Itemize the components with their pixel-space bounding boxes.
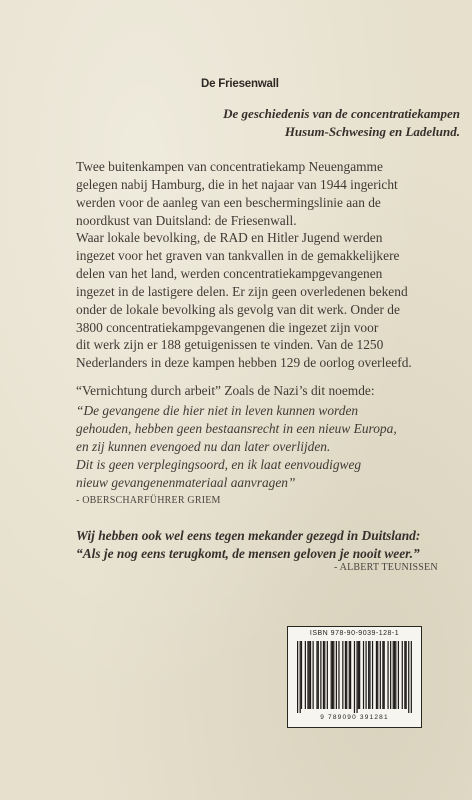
text-line: werden voor de aanleg van een beschermingslinie aan de [76, 194, 381, 210]
text-line: Twee buitenkampen van concentratiekamp Neuengamme [76, 159, 383, 174]
barcode-bar [369, 641, 370, 709]
quote-line: “De gevangene die hier niet in leven kunnen worden [76, 403, 359, 418]
barcode-bar [309, 641, 310, 709]
closing-attribution: - ALBERT TEUNISSEN [334, 562, 438, 573]
barcode-bar [398, 641, 399, 709]
barcode-bar [345, 641, 346, 709]
isbn-barcode [287, 626, 422, 728]
barcode-bar [350, 641, 351, 709]
barcode-icon [297, 641, 412, 713]
text-line: “Vernichtung durch arbeit” Zoals de Nazi’s dit noemde: [76, 383, 375, 398]
barcode-bar [318, 641, 319, 709]
quote-line: nieuw gevangenenmateriaal aanvragen” [76, 474, 296, 490]
barcode-bar [333, 641, 334, 709]
history-paragraph [76, 229, 416, 372]
book-title: De Friesenwall [201, 78, 279, 90]
quote-line: “Als je nog eens terugkomt, de mensen geloven je nooit weer.” [76, 545, 420, 561]
ean-number: 9 789090 391281 [320, 714, 389, 721]
barcode-bar [305, 641, 306, 709]
barcode-bar [324, 641, 325, 709]
barcode-bar [331, 641, 332, 709]
isbn-number: ISBN 978-90-9039-128-1 [309, 630, 400, 637]
barcode-bar [346, 641, 347, 709]
text-line: noordkust van Duitsland: de Friesenwall. [76, 212, 297, 228]
barcode-bar [332, 641, 333, 709]
book-subtitle [90, 105, 460, 141]
barcode-bar [359, 641, 360, 709]
text-line: 3800 concentratiekampgevangenen die ingezet zijn voor [76, 319, 379, 335]
barcode-bar [354, 641, 355, 713]
barcode-bar [404, 641, 405, 709]
barcode-bar [300, 641, 301, 713]
barcode-bar [313, 641, 314, 709]
barcode-bar [382, 641, 383, 709]
barcode-bar [372, 641, 373, 709]
barcode-bar [358, 641, 359, 709]
text-line: ingezet voor het graven van tankvallen in de gemakkelijkere [76, 247, 400, 263]
barcode-bar [297, 641, 298, 713]
text-line: Nederlanders in deze kampen hebben 129 de oorlog overleefd. [76, 355, 412, 371]
barcode-bar [338, 641, 339, 709]
text-line: gelegen nabij Hamburg, die in het najaar van 1944 ingericht [76, 176, 398, 192]
subtitle-line: De geschiedenis van de concentratiekampen [223, 106, 460, 121]
text-line: Waar lokale bevolking, de RAD en Hitler Jugend werden [76, 230, 383, 245]
intro-paragraph [76, 158, 416, 230]
barcode-bar [395, 641, 396, 709]
barcode-bar [368, 641, 369, 709]
barcode-bar [377, 641, 378, 709]
barcode-bar [394, 641, 395, 709]
text-line: ingezet in de lastigere delen. Er zijn geen overledenen bekend [76, 283, 408, 299]
text-line: onder de lokale bevolking als gevolg van dit werk. Onder de [76, 301, 400, 317]
barcode-bar [402, 641, 403, 709]
barcode-bar [301, 641, 302, 709]
barcode-bar [363, 641, 364, 709]
barcode-bar [327, 641, 328, 709]
barcode-bar [320, 641, 321, 709]
barcode-bar [365, 641, 366, 709]
barcode-bar [390, 641, 391, 709]
quote-intro [76, 382, 416, 400]
barcode-bar [323, 641, 324, 709]
barcode-bar [356, 641, 357, 713]
barcode-bar [349, 641, 350, 709]
barcode-bar [376, 641, 377, 709]
quote-line: gehouden, hebben geen bestaansrecht in een nieuw Europa, [76, 420, 397, 436]
quote-line: en zij kunnen evengoed nu dan later overlijden. [76, 438, 331, 454]
barcode-bar [408, 641, 409, 713]
barcode-bar [307, 641, 308, 709]
barcode-bar [393, 641, 394, 709]
barcode-bar [387, 641, 388, 709]
closing-quote [76, 527, 436, 563]
quote-line: Wij hebben ook wel eens tegen mekander gezegd in Duitsland: [76, 528, 421, 543]
griem-quote [76, 402, 416, 492]
barcode-bar [336, 641, 337, 709]
barcode-bar [342, 641, 343, 709]
text-line: delen van het land, werden concentratiekampgevangenen [76, 265, 383, 281]
barcode-bar [411, 641, 412, 713]
barcode-bar [384, 641, 385, 709]
quote-line: Dit is geen verplegingsoord, en ik laat eenvoudigweg [76, 456, 362, 472]
text-line: dit werk zijn er 188 getuigenissen te vinden. Van de 1250 [76, 337, 384, 353]
subtitle-line: Husum-Schwesing en Ladelund. [284, 124, 460, 139]
quote-attribution: - OBERSCHARFÜHRER GRIEM [76, 495, 221, 506]
barcode-bar [316, 641, 317, 709]
barcode-bar [310, 641, 311, 709]
barcode-bar [406, 641, 407, 709]
barcode-bar [380, 641, 381, 709]
